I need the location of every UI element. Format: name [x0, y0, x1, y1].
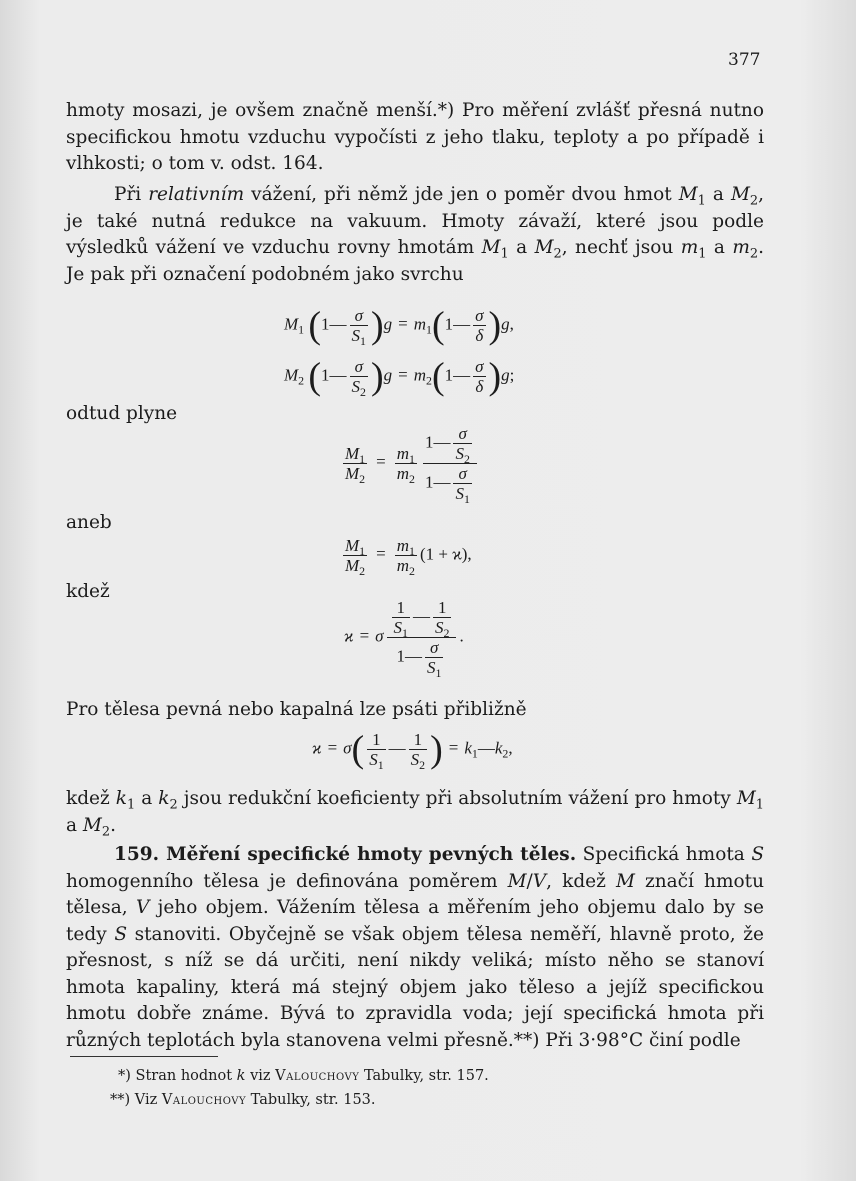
label-aneb: aneb	[66, 512, 112, 533]
footnote-1: *) Stran hodnot k viz Valouchovy Tabulky, str. 157.	[118, 1068, 489, 1084]
equation-1: $M_1$ (1— $\frac{\sigma}{S_1}$ )$g = m_1(1—$ $\frac{\sigma}{\delta}$ )g,	[284, 304, 514, 349]
label-odtud-plyne: odtud plyne	[66, 403, 178, 424]
section-heading: 159. Měření specifické hmoty pevných těles.	[114, 844, 577, 865]
paragraph-4: kdež $k_1$ a $k_2$ jsou redukční koeficienty při absolutním vážení pro hmoty $M_1$ a $M_2$.	[66, 788, 764, 840]
paragraph-3: Pro tělesa pevná nebo kapalná lze psáti přibližně	[66, 699, 527, 720]
equation-6: ϰ = σ( $\frac{1}{S_1}$ — $\frac{1}{S_2}$ ) = $k_1—k_2$,	[312, 728, 513, 773]
section-159: 159. Měření specifické hmoty pevných těles. Specifická hmota S homogenního tělesa je definována poměrem M/V, kdež M značí hmotu tělesa, V jeho objem. Vážením tělesa a měřením jeho objemu dalo by se tedy S stanoviti. Obyčejně se však objem tělesa neměří, hlavně proto, že přesnost, s níž se dá určiti, není nikdy veliká; místo něho se stanoví hmota kapaliny, která má stejný objem jako těleso a jejíž specifickou hmotu dobře známe. Bývá to zpravidla voda; její specifická hmota při různých teplotách byla stanovena velmi přesně.**) Při 3·98°C činí podle	[66, 844, 764, 1051]
equation-3: $\frac{M_1}{M_2}$ = $\frac{m_1}{m_2}$ 1— $\frac{\sigma}{S_2}$ 1— $\frac{\sigma}{S_1}$	[340, 424, 480, 503]
equation-2: $M_2$ (1— $\frac{\sigma}{S_2}$ )$g = m_2(1—$ $\frac{\sigma}{\delta}$ )g;	[284, 355, 515, 400]
footnote-2: **) Viz Valouchovy Tabulky, str. 153.	[110, 1092, 376, 1108]
page-number: 377	[728, 50, 761, 70]
equation-4: $\frac{M_1}{M_2}$ = $\frac{m_1}{m_2}$ (1 + ϰ),	[345, 536, 472, 579]
paragraph-2: Při relativním vážení, při němž jde jen o poměr dvou hmot $M_1$ a $M_2$, je také nutná redukce na vakuum. Hmoty závaží, které jsou podle výsledků vážení ve vzduchu rovny hmotám $M_1$ a $M_2$, nechť jsou $m_1$ a $m_2$. Je pak při označení podobném jako svrchu	[66, 184, 765, 285]
footnote-divider	[70, 1056, 218, 1057]
equation-5: ϰ = σ $\frac{1}{S_1}$ — $\frac{1}{S_2}$ 1— $\frac{\sigma}{S_1}$ .	[344, 598, 464, 681]
paragraph-1: hmoty mosazi, je ovšem značně menší.*) Pro měření zvlášť přesná nutno specifickou hmotu vzduchu vypočísti z jeho tlaku, teploty a po případě i vlhkosti; o tom v. odst. 164.	[66, 100, 764, 174]
label-kdez: kdež	[66, 581, 110, 602]
